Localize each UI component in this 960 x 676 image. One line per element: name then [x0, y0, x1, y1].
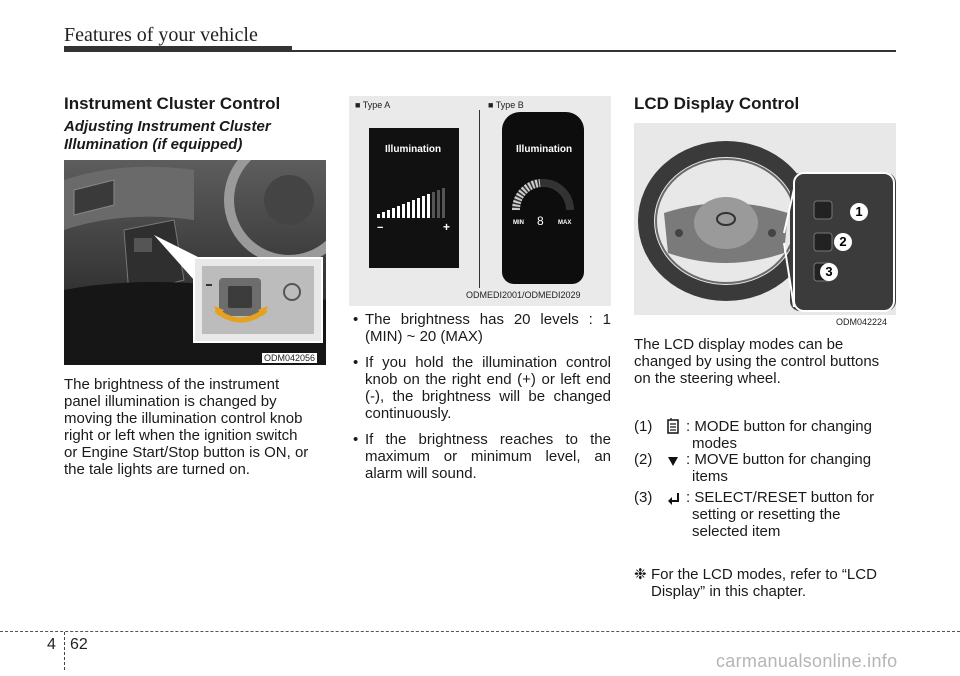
type-b-display — [502, 112, 584, 284]
section-heading-instrument-cluster: Instrument Cluster Control — [64, 94, 281, 113]
type-b-max: MAX — [558, 220, 572, 226]
dashboard-knob-photo — [64, 160, 326, 365]
type-a-level-bars — [369, 188, 459, 248]
image-code-middle: ODMEDI2001/ODMEDI2029 — [466, 290, 581, 300]
footer-rule — [0, 631, 960, 632]
callout-3: 3 — [820, 263, 838, 281]
type-b-min: MIN — [513, 220, 524, 226]
button-desc-line: selected item — [692, 523, 781, 540]
photo-code-left: ODM042056 — [264, 353, 316, 363]
body-line: moving the illumination control knob — [64, 410, 303, 427]
callout-2: 2 — [834, 233, 852, 251]
callout-1: 1 — [850, 203, 868, 221]
button-number: (1) — [634, 418, 653, 435]
button-number: (2) — [634, 451, 653, 468]
type-a-label: ■ Type A — [355, 100, 391, 110]
page-header-title: Features of your vehicle — [64, 24, 258, 46]
type-a-display-title: Illumination — [385, 144, 442, 155]
type-b-label: ■ Type B — [488, 100, 524, 110]
move-down-icon — [666, 454, 680, 468]
body-line: right or left when the ignition switch — [64, 427, 298, 444]
type-a-display — [369, 128, 459, 268]
button-desc-line: : MODE button for changing — [686, 418, 872, 435]
mode-button-icon — [666, 417, 680, 435]
button-desc-line: modes — [692, 435, 738, 452]
body-line: on the steering wheel. — [634, 370, 781, 387]
left-body-text — [64, 376, 326, 478]
bullet-item: • If you hold the illumination control knob on the right end (+) or left end (-), the brightness will be changed continuously. — [351, 354, 611, 422]
type-a-plus: + — [443, 220, 451, 234]
note-line: For the LCD modes, refer to “LCD — [651, 566, 877, 583]
note-line: Display” in this chapter. — [651, 583, 807, 600]
subheading-line-2: Illumination (if equipped) — [64, 136, 243, 153]
button-desc-line: items — [692, 468, 728, 485]
illumination-display-figure — [349, 96, 611, 306]
body-line: The LCD display modes can be — [634, 336, 844, 353]
right-body-text — [634, 336, 896, 387]
steering-wheel-photo — [634, 123, 896, 315]
button-desc-line: setting or resetting the — [692, 506, 841, 523]
footer-vertical-rule — [64, 632, 65, 670]
body-line: panel illumination is changed by — [64, 393, 277, 410]
bullet-item: • If the brightness reaches to the maximum or minimum level, an alarm will sound. — [351, 431, 611, 482]
type-b-display-title: Illumination — [516, 144, 573, 155]
body-line: the tale lights are turned on. — [64, 461, 250, 478]
type-a-minus: − — [377, 222, 384, 234]
header-accent-bar — [64, 46, 292, 52]
note-symbol-icon: ❉ — [634, 566, 647, 583]
bullet-item: • The brightness has 20 levels : 1 (MIN) ~ 20 (MAX) — [351, 311, 611, 345]
button-desc-line: : MOVE button for changing — [686, 451, 872, 468]
middle-bullet-list — [351, 311, 611, 491]
photo-code-right: ODM042224 — [836, 317, 888, 327]
type-b-level: 8 — [537, 214, 544, 228]
body-line: The brightness of the instrument — [64, 376, 280, 393]
section-heading-lcd-display: LCD Display Control — [634, 94, 800, 113]
button-number: (3) — [634, 489, 653, 506]
button-desc-line: : SELECT/RESET button for — [686, 489, 875, 506]
type-b-arc-gauge — [508, 166, 578, 216]
body-line: changed by using the control buttons — [634, 353, 880, 370]
page-number: 62 — [70, 636, 88, 653]
figure-divider — [479, 110, 480, 288]
body-line: or Engine Start/Stop button is ON, or — [64, 444, 309, 461]
chapter-number: 4 — [47, 636, 56, 653]
enter-return-icon — [666, 491, 682, 507]
subheading-line-1: Adjusting Instrument Cluster — [64, 118, 271, 135]
dashboard-illustration — [64, 160, 326, 365]
site-watermark: carmanualsonline.info — [716, 651, 898, 671]
